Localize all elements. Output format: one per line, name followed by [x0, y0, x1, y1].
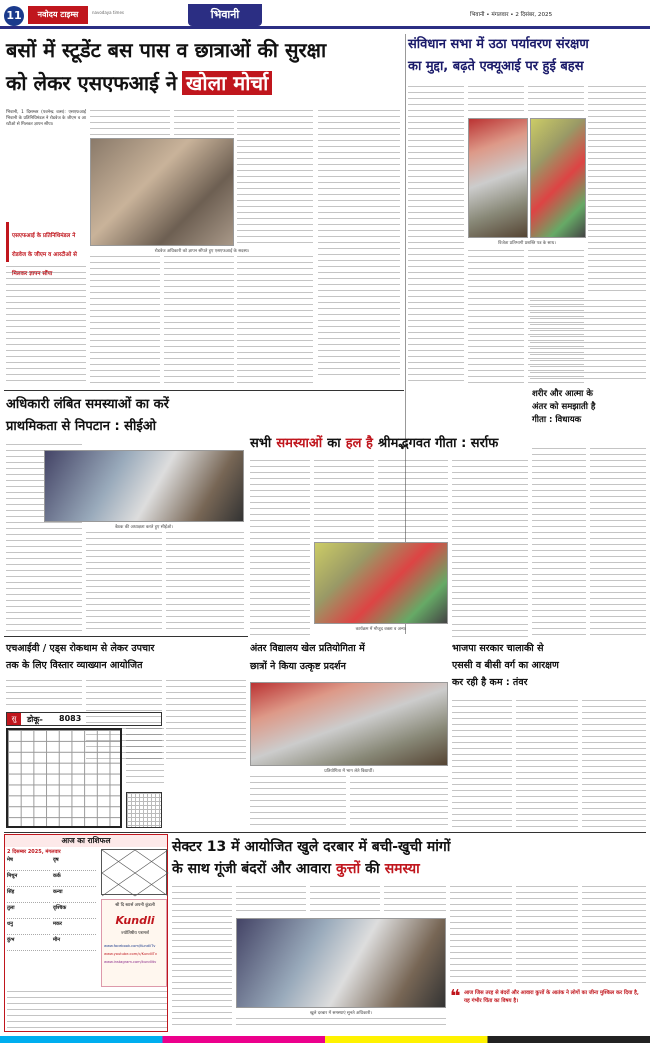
kundli-ad-sub: ज्योतिषीय परामर्श	[121, 931, 149, 936]
kundli-instagram-link[interactable]: www.instagram.com/kundlitv	[104, 960, 157, 964]
story4-headline-a: सभी	[250, 436, 272, 451]
story1-caption: रोडवेज अधिकारी को ज्ञापन सौंपते हुए एसएफआई के सदस्य।	[154, 249, 250, 254]
story9-headline-2c: की	[365, 861, 380, 877]
sudoku-title: डोकू-	[27, 715, 43, 724]
story6-headline-line1: एचआईवी / एड्स रोकथाम से लेकर उपचार	[6, 643, 155, 654]
story1-headline	[6, 34, 404, 106]
story4-text-col4	[452, 460, 528, 620]
story1-text-col5	[318, 110, 400, 380]
story3-headline-line2: प्राथमिकता से निपटान : सीईओ	[6, 419, 157, 434]
story9-quote: आज जिस तरह से बंदरों और आवारा कुत्तों के आतंक ने लोगों का जीना मुश्किल कर दिया है, यह गंभीर चिंता का विषय है।	[464, 990, 639, 1004]
story5-headline	[532, 388, 646, 444]
sign-aries: मेष	[7, 857, 50, 871]
section-rule-2	[4, 636, 248, 637]
story4-headline-e: श्रीमद्भगवत गीता : सर्राफ	[378, 436, 499, 451]
horoscope-box	[4, 834, 168, 1032]
story6-text-col1	[6, 680, 82, 710]
sudoku-label: सु	[7, 713, 21, 725]
sudoku-number: 8083	[59, 714, 82, 723]
story5-text-col2	[590, 448, 646, 638]
story1-photo	[90, 138, 234, 246]
sudoku-grid	[6, 728, 122, 828]
story8-text-col1	[452, 700, 512, 830]
sign-libra: तुला	[7, 905, 50, 919]
sign-scorpio: वृश्चिक	[53, 905, 96, 919]
sign-virgo: कन्या	[53, 889, 96, 903]
story4-text-col5	[452, 624, 528, 638]
kundli-ad	[101, 899, 167, 987]
story9-quote-box	[450, 986, 646, 1030]
sign-aquarius: कुंभ	[7, 937, 50, 951]
story9-photo	[236, 918, 446, 1008]
story1-text-col6	[90, 256, 160, 386]
story8-text-col3	[582, 700, 646, 830]
section-rule	[4, 390, 404, 391]
kundli-ad-brand: Kundli	[115, 914, 155, 927]
story4-text-col2	[314, 460, 374, 540]
kundli-youtube-link[interactable]: www.youtube.com/c/KundliTv	[104, 952, 157, 956]
sudoku-header	[6, 712, 162, 726]
story9-headline-line1: सेक्टर 13 में आयोजित खुले दरबार में बची-खुची मांगों	[172, 839, 451, 855]
footer-color-bar	[0, 1036, 650, 1043]
brand-name: नवोदय टाइम्स	[37, 10, 79, 19]
story1-headline-line2	[6, 66, 404, 100]
story9-headline-line2	[172, 858, 646, 880]
story9-text-col3	[310, 886, 380, 916]
horoscope-chart-lines	[102, 850, 168, 896]
story3-photo	[44, 450, 244, 522]
story3-headline-line1: अधिकारी लंबित समस्याओं का करें	[6, 397, 169, 412]
horoscope-title: आज का राशिफल	[61, 836, 111, 845]
story2-text-col3	[528, 86, 584, 116]
story9-text-col4	[384, 886, 446, 916]
story6-headline-line2: तक के लिए विस्तार व्याख्यान आयोजित	[6, 660, 143, 671]
horoscope-chart	[101, 849, 167, 895]
story8-text-col2	[516, 700, 578, 830]
story8-headline-line1: भाजपा सरकार चालाकी से	[452, 643, 544, 654]
sign-taurus: वृष	[53, 857, 96, 871]
story1-headline-line2a: को लेकर एसएफआई ने	[6, 71, 177, 95]
story2-headline	[408, 34, 646, 82]
story1-lead: भिवानी, 1 दिसम्बर (पवनेन्द्र वत्स): एसएफआई भिवानी के प्रतिनिधिमंडल ने रोडवेज के जीएम व आरटीओ से मिलकर ज्ञापन सौंपा।	[6, 110, 86, 127]
story5-text-col1	[532, 448, 586, 638]
story1-text-col2	[90, 110, 170, 136]
horoscope-text	[7, 991, 167, 1029]
story4-headline-b: समस्याओं	[276, 436, 323, 451]
story4-caption: कार्यक्रम में मौजूद वक्ता व अन्य।	[355, 627, 407, 632]
story1-text-col1	[6, 266, 86, 386]
story2-headline-line1: संविधान सभा में उठा पर्यावरण संरक्षण	[408, 37, 589, 52]
story2-caption: विजेता प्रतिभागी प्रशस्ति पत्र के साथ।	[498, 241, 556, 246]
story4-headline-d: हल है	[345, 436, 373, 451]
story2-text-col5	[468, 250, 524, 386]
story6-headline	[6, 640, 250, 678]
story4-photo	[314, 542, 448, 624]
story9-text-col5	[236, 1018, 446, 1028]
story9-text-col8	[582, 886, 646, 986]
story7-headline-line1: अंतर विद्यालय खेल प्रतियोगिता में	[250, 643, 365, 654]
story1-headline-line2b: खोला मोर्चा	[182, 71, 272, 95]
story7-headline-line2: छात्रों ने किया उत्कृष्ट प्रदर्शन	[250, 661, 346, 672]
dateline: भिवानी • मंगलवार • 2 दिसंबर, 2025	[470, 12, 553, 18]
sudoku-instructions	[126, 728, 164, 788]
sign-leo: सिंह	[7, 889, 50, 903]
story1-subhead: एसएफआई के प्रतिनिधिमंडल ने रोडवेज के जीएम व आरटीओ से मिलकर ज्ञापन सौंपा	[12, 233, 77, 277]
story5-headline-line1: शरीर और आत्मा के	[532, 389, 593, 399]
story7-photo	[250, 682, 448, 766]
brand-small: navodaya times	[92, 10, 125, 15]
story9-text-col1	[172, 886, 232, 1026]
page-number-badge	[4, 6, 24, 26]
story7-headline	[250, 640, 450, 680]
story3-text-col2	[86, 532, 162, 634]
horoscope-date: 2 दिसम्बर 2025, मंगलवार	[7, 849, 61, 855]
story9-caption: खुले दरबार में समस्याएं सुनते अधिकारी।	[309, 1011, 372, 1016]
kundli-facebook-link[interactable]: www.facebook.com/KundliTv	[104, 944, 156, 948]
story5-headline-line2: अंतर को समझाती है	[532, 402, 596, 412]
section-name: भिवानी	[210, 8, 240, 21]
story5-headline-line3: गीता : विधायक	[532, 415, 582, 425]
story3-text-col3	[166, 532, 244, 634]
story9-headline-2a: के साथ गूंजी बंदरों और आवारा	[172, 861, 331, 877]
story1-subhead-box	[6, 222, 86, 277]
masthead	[0, 0, 650, 30]
story7-text-col2	[350, 776, 448, 830]
story4-text-col1	[250, 460, 310, 640]
sign-pisces: मीन	[53, 937, 96, 951]
horoscope-signs	[7, 857, 99, 987]
story2-text-col2	[468, 86, 524, 116]
story1-headline-line1: बसों में स्टूडेंट बस पास व छात्राओं की सुरक्षा	[6, 38, 327, 62]
story2-text-col1	[408, 86, 464, 386]
story3-caption: बैठक की अध्यक्षता करते हुए सीईओ।	[115, 525, 173, 530]
story9-headline-2b: कुत्तों	[336, 861, 361, 877]
section-rule-3	[4, 832, 646, 833]
story9-text-col7	[516, 886, 578, 986]
story8-headline-line3: कर रही है कम : तंवर	[452, 677, 528, 688]
story4-headline-c: का	[327, 436, 341, 451]
sign-sagittarius: धनु	[7, 921, 50, 935]
story1-text-col3	[174, 110, 234, 136]
story2-text-col4	[588, 86, 646, 296]
story9-headline-2d: समस्या	[384, 861, 420, 877]
story3-headline	[6, 394, 246, 440]
story8-headline-line2: एससी व बीसी वर्ग का आरक्षण	[452, 660, 559, 671]
story9-text-col6	[450, 886, 512, 986]
header-rule	[0, 26, 650, 29]
story4-text-col3	[378, 460, 448, 540]
story6-text-col3	[166, 680, 246, 764]
story2-headline-line2: का मुद्दा, बढ़ते एक्यूआई पर हुई बहस	[408, 59, 584, 74]
sign-cancer: कर्क	[53, 873, 96, 887]
story9-text-col2	[236, 886, 306, 916]
story9-headline	[172, 836, 646, 882]
story1-text-col7	[164, 256, 234, 386]
page-number: 11	[6, 9, 22, 22]
story1-text-col4	[237, 110, 313, 244]
story2-photo1	[468, 118, 528, 238]
story1-text-col8	[237, 256, 313, 386]
horoscope-title-bar	[5, 835, 167, 847]
story5-text-top	[530, 300, 646, 382]
section-tab	[188, 4, 262, 26]
kundli-ad-title: श्री दि स्टार्स अपनी कुंडली	[115, 903, 155, 908]
quote-icon: ❝	[450, 986, 461, 1007]
story2-photo2	[530, 118, 586, 238]
sign-gemini: मिथुन	[7, 873, 50, 887]
story7-caption: प्रतियोगिता में भाग लेते विद्यार्थी।	[324, 769, 374, 774]
sign-capricorn: मकर	[53, 921, 96, 935]
story8-headline	[452, 640, 646, 696]
sudoku-solution	[126, 792, 162, 828]
story7-text-col1	[250, 776, 346, 830]
brand-logo	[28, 6, 88, 24]
